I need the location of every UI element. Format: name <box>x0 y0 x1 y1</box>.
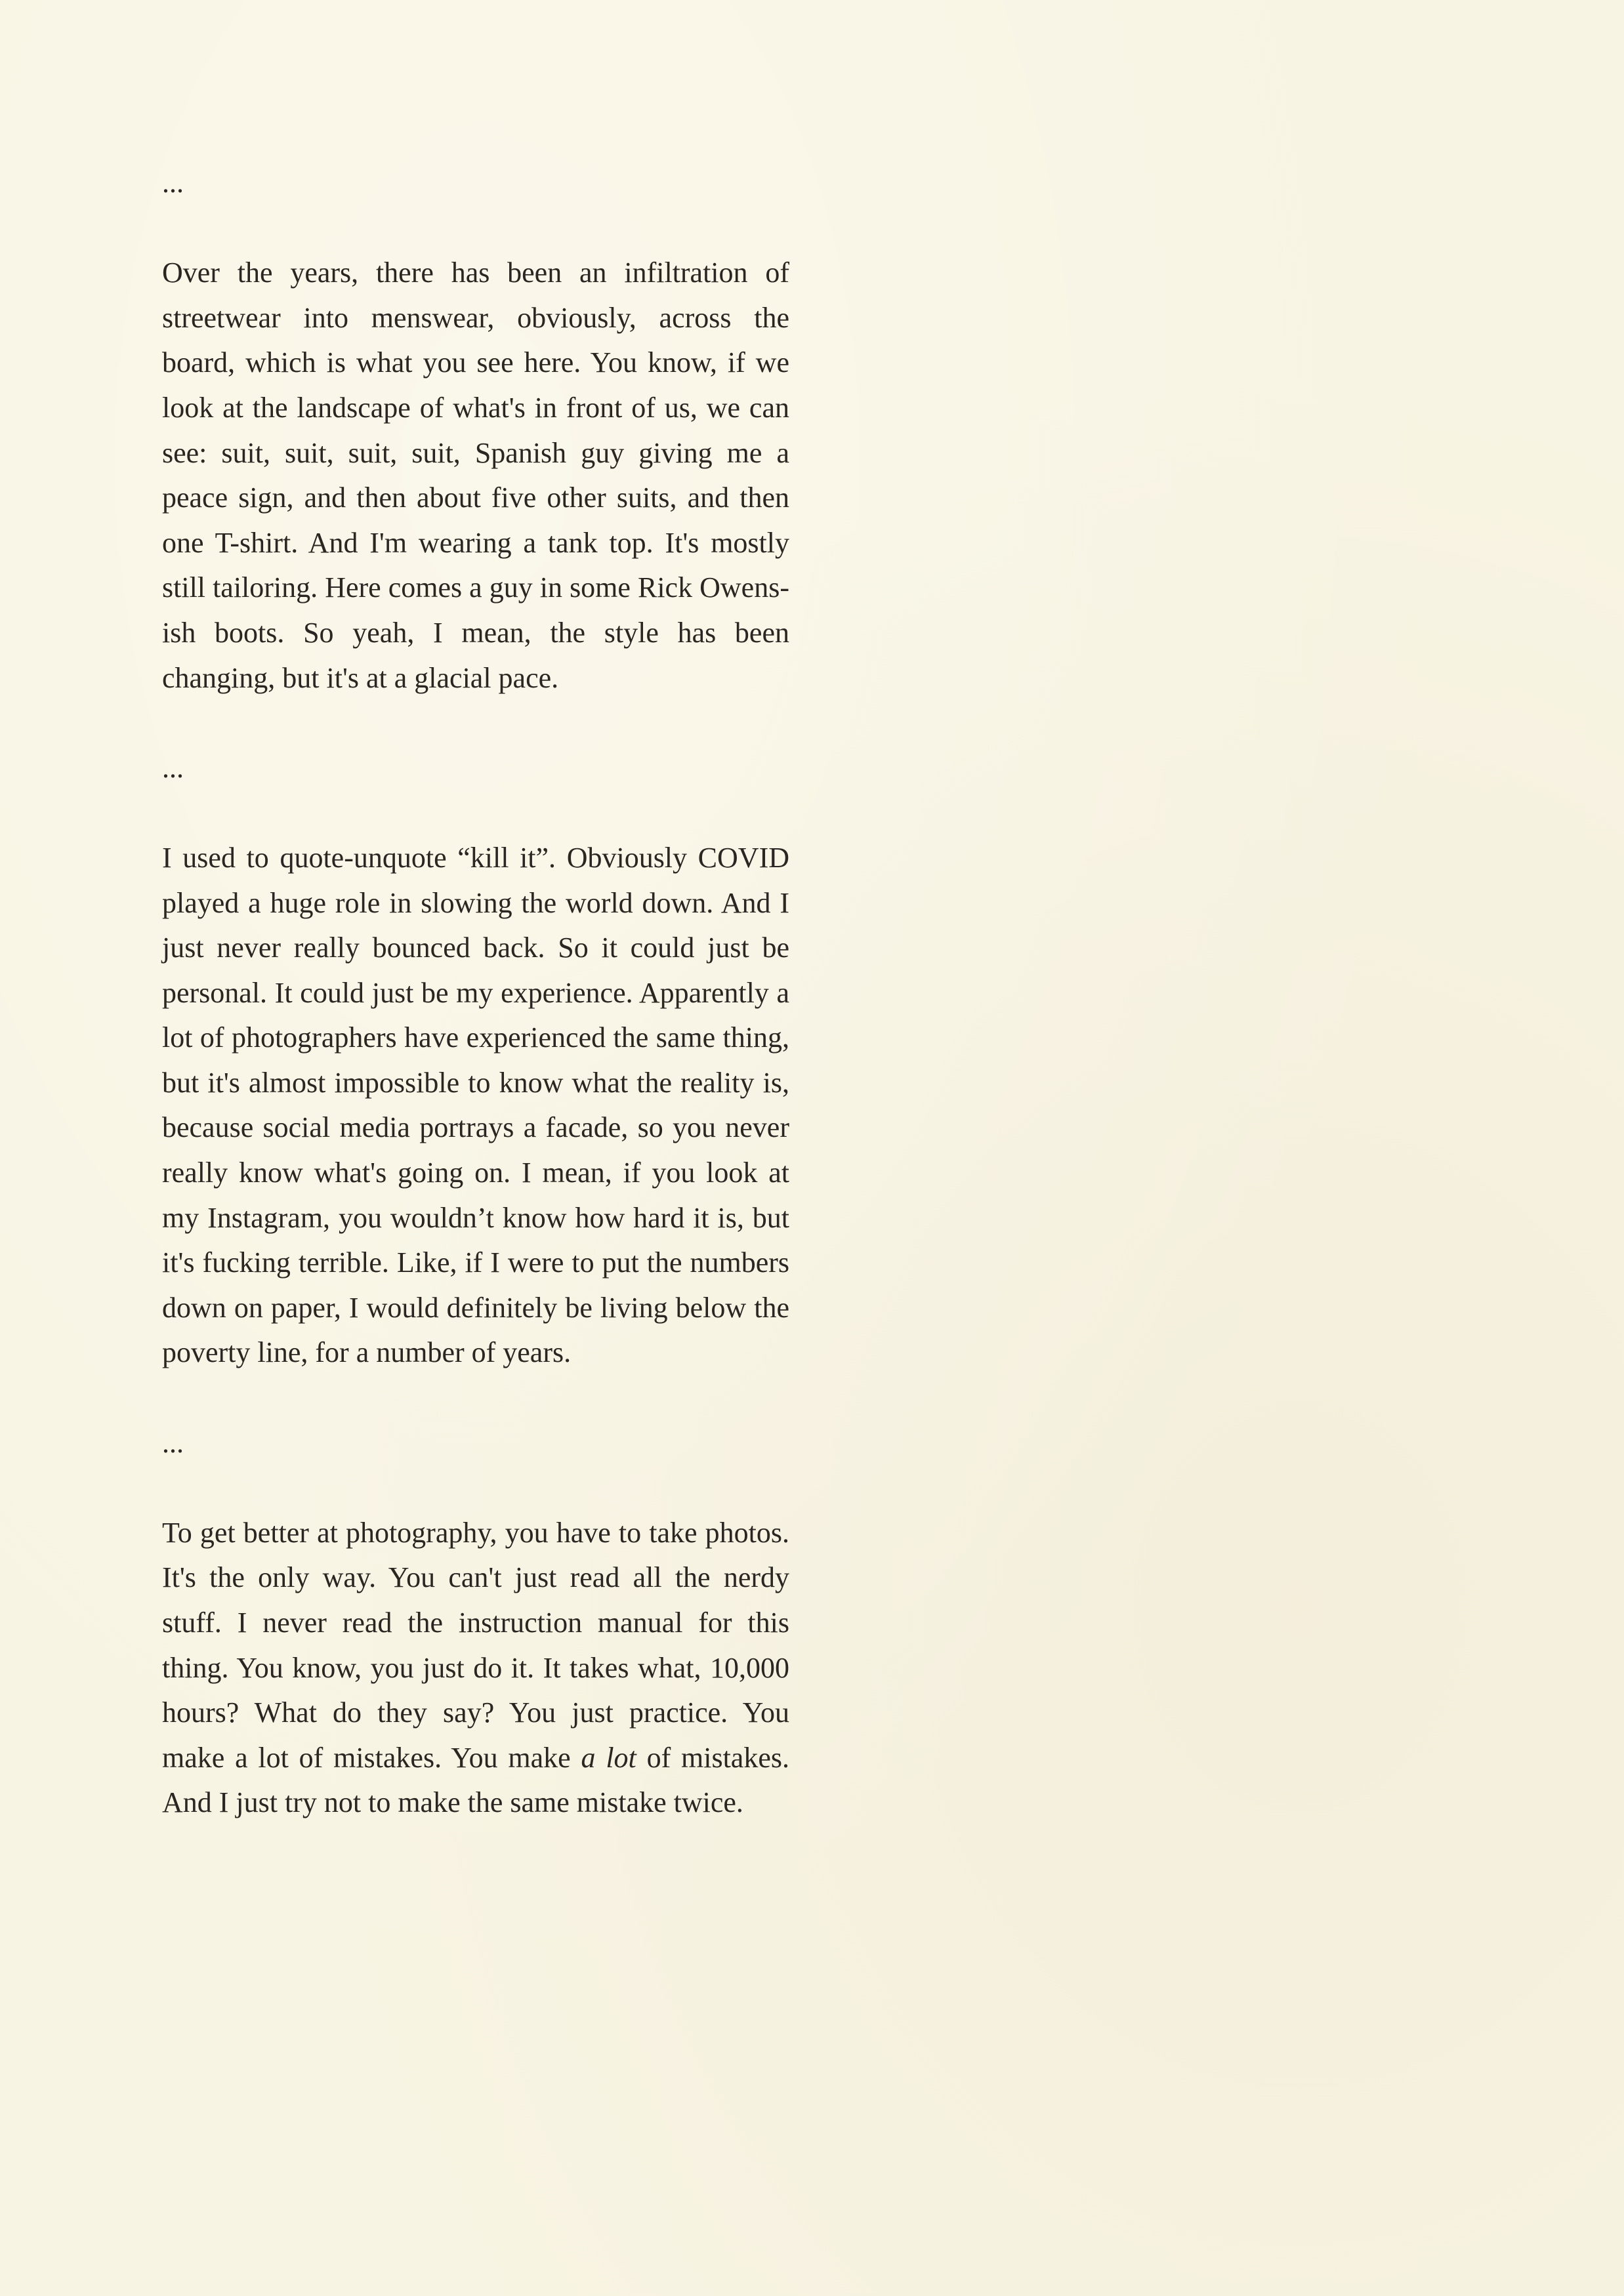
text-column <box>162 161 789 1871</box>
paragraph-practice <box>162 1511 789 1826</box>
section-break-ellipsis: ... <box>162 1426 184 1459</box>
paragraph-covid: I used to quote-unquote “kill it”. Obviously COVID played a huge role in slowing the world down. And I just never really bounced back. So it could just be personal. It could just be my experience. Apparently a lot of photographers have experienced the same thing, but it's almost impossible to know what the reality is, because social media portrays a facade, so you never really know what's going on. I mean, if you look at my Instagram, you wouldn’t know how hard it is, but it's fucking terrible. Like, if I were to put the numbers down on paper, I would definitely be living below the poverty line, for a number of years. <box>162 841 789 1369</box>
paragraph-streetwear: Over the years, there has been an infiltration of streetwear into menswear, obviously, across the board, which is what you see here. You know, if we look at the landscape of what's in front of us, we can see: suit, suit, suit, suit, Spanish guy giving me a peace sign, and then about five other suits, and then one T-shirt. And I'm wearing a tank top. It's mostly still tailoring. Here comes a guy in some Rick Owens-ish boots. So yeah, I mean, the style has been changing, but it's at a glacial pace. <box>162 256 789 694</box>
section-break-ellipsis: ... <box>162 751 184 784</box>
paragraph-practice-text-start: To get better at photography, you have to take photos. It's the only way. You can't just read all the nerdy stuff. I never read the instruction manual for this thing. You know, you just do it. It takes what, 10,000 hours? What do they say? You just practice. You make a lot of mistakes. You make <box>162 1516 789 1774</box>
emphasis-a-lot: a lot <box>581 1741 636 1774</box>
paragraph-practice-text-end: of mistakes. And I just try not to make the same mistake twice. <box>162 1741 789 1819</box>
section-break-ellipsis: ... <box>162 167 184 199</box>
